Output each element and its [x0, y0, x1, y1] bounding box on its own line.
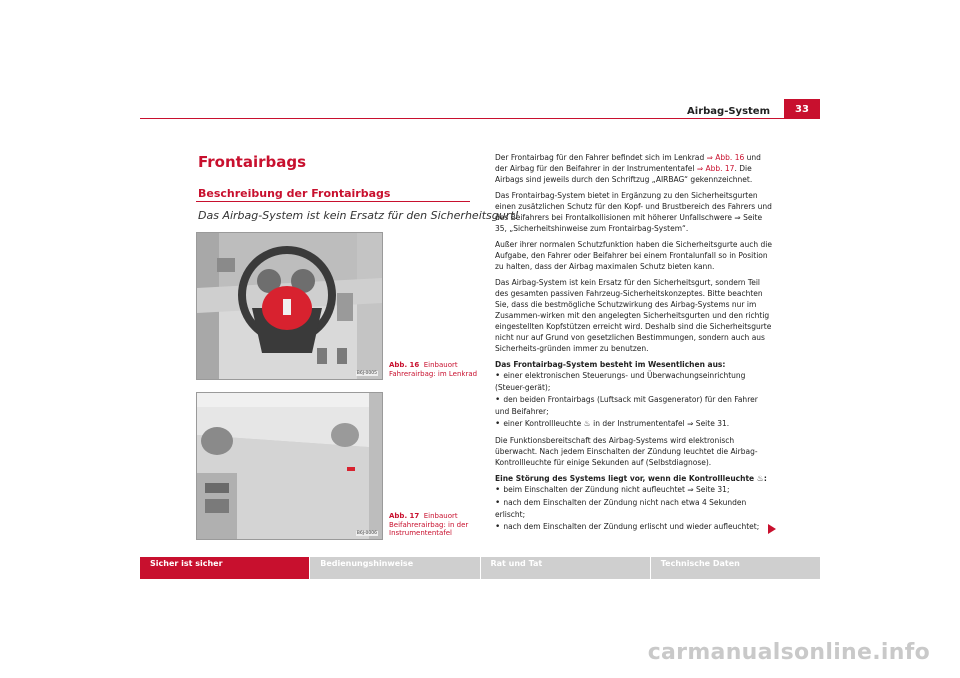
- caption-line: Einbauort: [423, 512, 458, 520]
- text-run: :: [763, 474, 767, 483]
- continue-arrow-icon[interactable]: [768, 524, 776, 534]
- section-subheading: Beschreibung der Frontairbags: [198, 187, 391, 200]
- bullet-icon: •: [495, 498, 501, 508]
- list-item: [495, 484, 772, 496]
- list-item: [495, 521, 772, 533]
- list-item: [495, 497, 772, 520]
- list-heading: [495, 473, 772, 484]
- list-item-text: einer Kontrollleuchte: [503, 419, 584, 428]
- bullet-icon: •: [495, 485, 501, 495]
- tab-rat-und-tat[interactable]: Rat und Tat: [481, 557, 650, 579]
- caption-line: Beifahrerairbag: in der: [389, 520, 469, 529]
- text-run: und der Airbag für den Beifahrer in der Instrumententafel: [495, 153, 761, 173]
- figure-ref-link[interactable]: ⇒ Abb. 17: [696, 164, 735, 173]
- bullet-icon: •: [495, 395, 501, 405]
- figure-number: Abb. 17: [389, 512, 420, 520]
- body-text: [495, 152, 772, 534]
- tab-bedienungshinweise[interactable]: Bedienungshinweise: [310, 557, 479, 579]
- bullet-icon: •: [495, 371, 501, 381]
- watermark: carmanualsonline.info: [647, 640, 930, 665]
- page-number: 33: [784, 99, 820, 119]
- caption-line: Fahrerairbag: im Lenkrad: [389, 369, 478, 378]
- bullet-icon: •: [495, 419, 501, 429]
- figure-ref-link[interactable]: ⇒ Abb. 16: [706, 153, 745, 162]
- section-tagline: Das Airbag-System ist kein Ersatz für den Sicherheitsgurt!: [198, 209, 519, 222]
- tab-technische-daten[interactable]: Technische Daten: [651, 557, 820, 579]
- list-item: [495, 394, 772, 417]
- steering-wheel-illustration: [197, 233, 382, 379]
- header-title: Airbag-System: [687, 106, 770, 117]
- list-item: [495, 418, 772, 430]
- subheading-rule: [196, 201, 470, 202]
- figure-driver-airbag: [196, 232, 383, 380]
- list-heading: Das Frontairbag-System besteht im Wesentlichen aus:: [495, 360, 726, 369]
- header-rule: [140, 118, 820, 119]
- figure-number: Abb. 16: [389, 361, 420, 369]
- caption-line: Einbauort: [423, 361, 458, 369]
- text-run: . Die Airbags sind jeweils durch den Schriftzug „AIRBAG“ gekennzeichnet.: [495, 164, 753, 184]
- list-item: [495, 370, 772, 393]
- list-item-text: nach dem Einschalten der Zündung nicht nach etwa 4 Sekunden erlischt;: [495, 498, 747, 519]
- list-item-text: nach dem Einschalten der Zündung erlischt und wieder aufleuchtet;: [503, 522, 760, 531]
- figure-code: B6J-0006: [356, 531, 377, 536]
- list-item-text: in der Instrumententafel ⇒ Seite 31.: [590, 419, 730, 428]
- tab-sicher-ist-sicher[interactable]: Sicher ist sicher: [140, 557, 309, 579]
- paragraph: Außer ihrer normalen Schutzfunktion haben die Sicherheitsgurte auch die Aufgabe, den Fahrer oder Beifahrer bei einem Frontalunfall so in Position zu halten, dass der Airbag maximalen Schutz bieten kann.: [495, 240, 772, 271]
- section-heading: Frontairbags: [198, 153, 307, 171]
- paragraph: Die Funktionsbereitschaft des Airbag-Systems wird elektronisch überwacht. Nach jedem Einschalten der Zündung leuchtet die Airbag-Kontrollleuchte für einige Sekunden auf (Selbstdiagnose).: [495, 436, 758, 467]
- list-item-text: beim Einschalten der Zündung nicht aufleuchtet ⇒ Seite 31;: [503, 485, 730, 494]
- text-run: Eine Störung des Systems liegt vor, wenn die Kontrollleuchte: [495, 474, 757, 483]
- airbag-warning-icon: ♨: [583, 419, 591, 428]
- dashboard-illustration: [197, 393, 382, 539]
- figure-caption-16: [389, 361, 477, 378]
- footer-nav: [140, 557, 820, 579]
- text-run: Der Frontairbag für den Fahrer befindet sich im Lenkrad: [495, 153, 707, 162]
- list-item-text: den beiden Frontairbags (Luftsack mit Gasgenerator) für den Fahrer und Beifahrer;: [495, 395, 758, 416]
- figure-code: B6J-0005: [356, 371, 377, 376]
- bullet-icon: •: [495, 522, 501, 532]
- list-item-text: einer elektronischen Steuerungs- und Überwachungseinrichtung (Steuer-gerät);: [495, 371, 746, 392]
- airbag-warning-icon: ♨: [756, 474, 764, 483]
- paragraph: Das Airbag-System ist kein Ersatz für den Sicherheitsgurt, sondern Teil des gesamten passiven Fahrzeug-Sicherheitskonzeptes. Bitte beachten Sie, dass die bestmögliche Schutzwirkung des Airbag-Systems nur im Zusammen-wirken mit den angelegten Sicherheitsgurten und den richtig eingestellten Kopfstützen erreicht wird. Deshalb sind die Sicherheitsgurte nicht nur auf Grund von gesetzlichen Bestimmungen, sondern auch aus Sicherheits-gründen immer zu benutzen.: [495, 278, 772, 353]
- paragraph: Das Frontairbag-System bietet in Ergänzung zu den Sicherheitsgurten einen zusätzlichen Schutz für den Kopf- und Brustbereich des Fahrers und des Beifahrers bei Frontalkollisionen mit höherer Unfallschwere ⇒ Seite 35, „Sicherheitshinweise zum Frontairbag-System“.: [495, 191, 772, 233]
- caption-line: Instrumententafel: [389, 529, 453, 537]
- figure-caption-17: [389, 512, 468, 538]
- paragraph: [495, 152, 772, 185]
- figure-passenger-airbag: [196, 392, 383, 540]
